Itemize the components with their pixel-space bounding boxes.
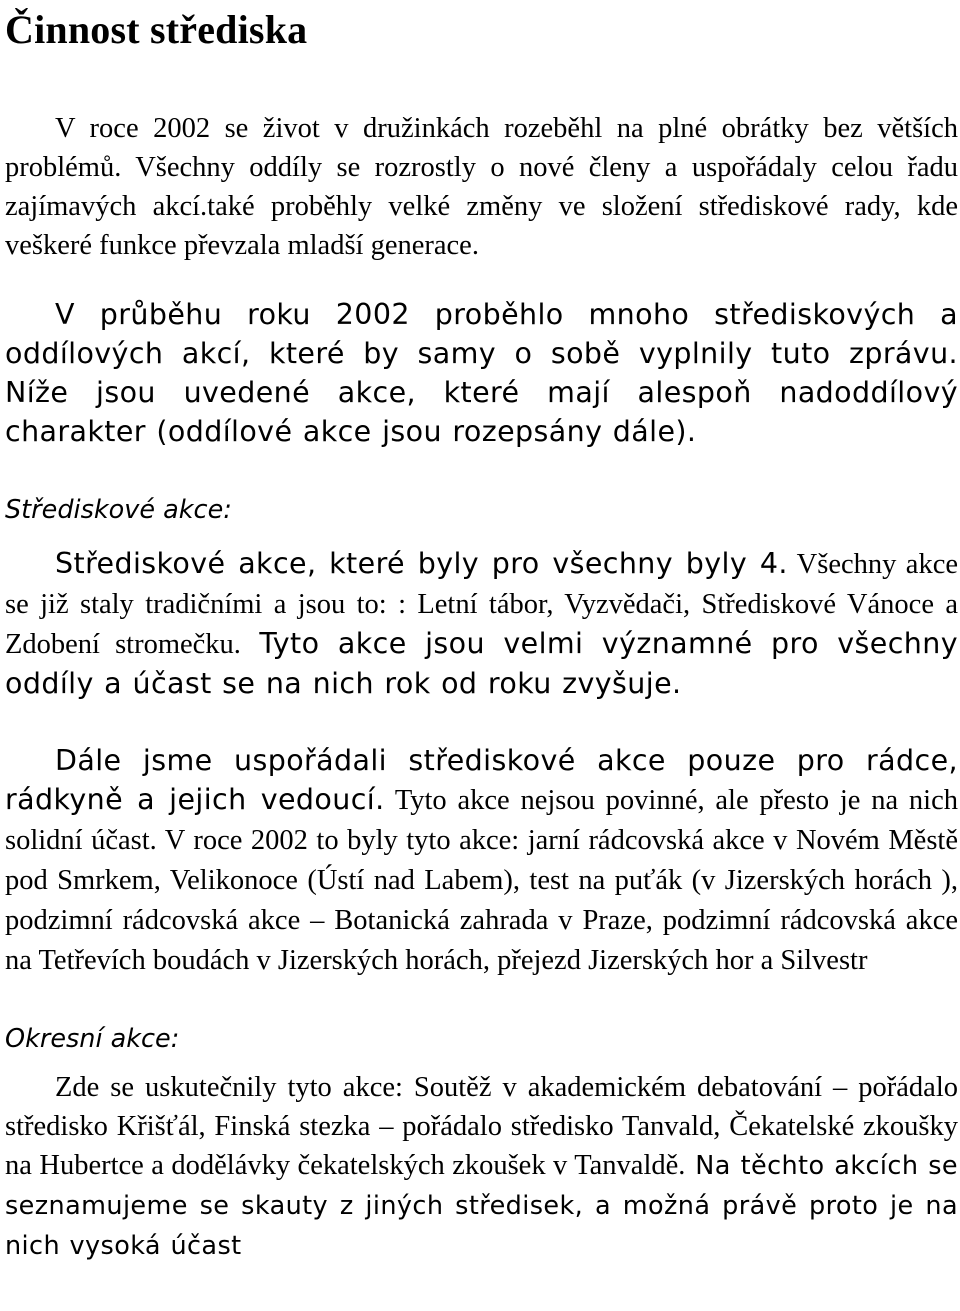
paragraph-radcovske-akce-part1: Dále jsme uspořádali střediskové akce pouze pro rádce, rádkyně a jejich vedoucí. bbox=[5, 744, 958, 816]
paragraph-overview bbox=[5, 295, 958, 451]
paragraph-overview-text: V průběhu roku 2002 proběhlo mnoho střediskových a oddílových akcí, které by samy o sobě vyplnily tuto zprávu. Níže jsou uvedené akce, které mají alespoň nadoddílový charakter (oddílové akce jsou rozepsány dále). bbox=[5, 298, 958, 448]
paragraph-radcovske-akce bbox=[5, 741, 958, 980]
document-page bbox=[5, 0, 958, 1266]
paragraph-intro-text: V roce 2002 se život v družinkách rozeběhl na plné obrátky bez větších problémů. Všechny oddíly se rozrostly o nové členy a uspořádaly celou řadu zajímavých akcí.také proběhly velké změny ve složení střediskové rady, kde veškeré funkce převzala mladší generace. bbox=[5, 113, 958, 261]
document-title: Činnost střediska bbox=[5, 7, 308, 52]
paragraph-strediskove-akce-part2: Všechny akce se již staly tradičními a jsou to: : Letní tábor, Vyzvědači, Střediskové Vánoce a Zdobení stromečku. bbox=[5, 549, 958, 660]
heading-okresni-akce: Okresní akce: bbox=[5, 1024, 180, 1054]
heading-strediskove-akce: Střediskové akce: bbox=[5, 495, 232, 525]
paragraph-radcovske-akce-part2: Tyto akce nejsou povinné, ale přesto je na nich solidní účast. V roce 2002 to byly tyto akce: jarní rádcovská akce v Novém Městě pod Smrkem, Velikonoce (Ústí nad Labem), test na puťák (v Jizerských horách ), podzimní rádcovská akce – Botanická zahrada v Praze, podzimní rádcovská akce na Tetřevích boudách v Jizerských horách, přejezd Jizerských hor a Silvestr bbox=[5, 785, 958, 976]
paragraph-okresni-akce-part2: Na těchto akcích se seznamujeme se skauty z jiných středisek, a možná právě proto je na nich vysoká účast bbox=[5, 1151, 958, 1261]
paragraph-intro bbox=[5, 109, 958, 265]
paragraph-strediskove-akce bbox=[5, 544, 958, 703]
paragraph-okresni-akce bbox=[5, 1068, 958, 1266]
paragraph-okresni-akce-part1: Zde se uskutečnily tyto akce: Soutěž v akademickém debatování – pořádalo středisko Křišťál, Finská stezka – pořádalo středisko Tanvald, Čekatelské zkoušky na Hubertce a dodělávky čekatelských zkoušek v Tanvaldě. bbox=[5, 1072, 958, 1181]
paragraph-strediskove-akce-part3: Tyto akce jsou velmi významné pro všechny oddíly a účast se na nich rok od roku zvyšuje. bbox=[5, 627, 958, 700]
paragraph-strediskove-akce-part1: Střediskové akce, které byly pro všechny byly 4. bbox=[55, 547, 788, 580]
